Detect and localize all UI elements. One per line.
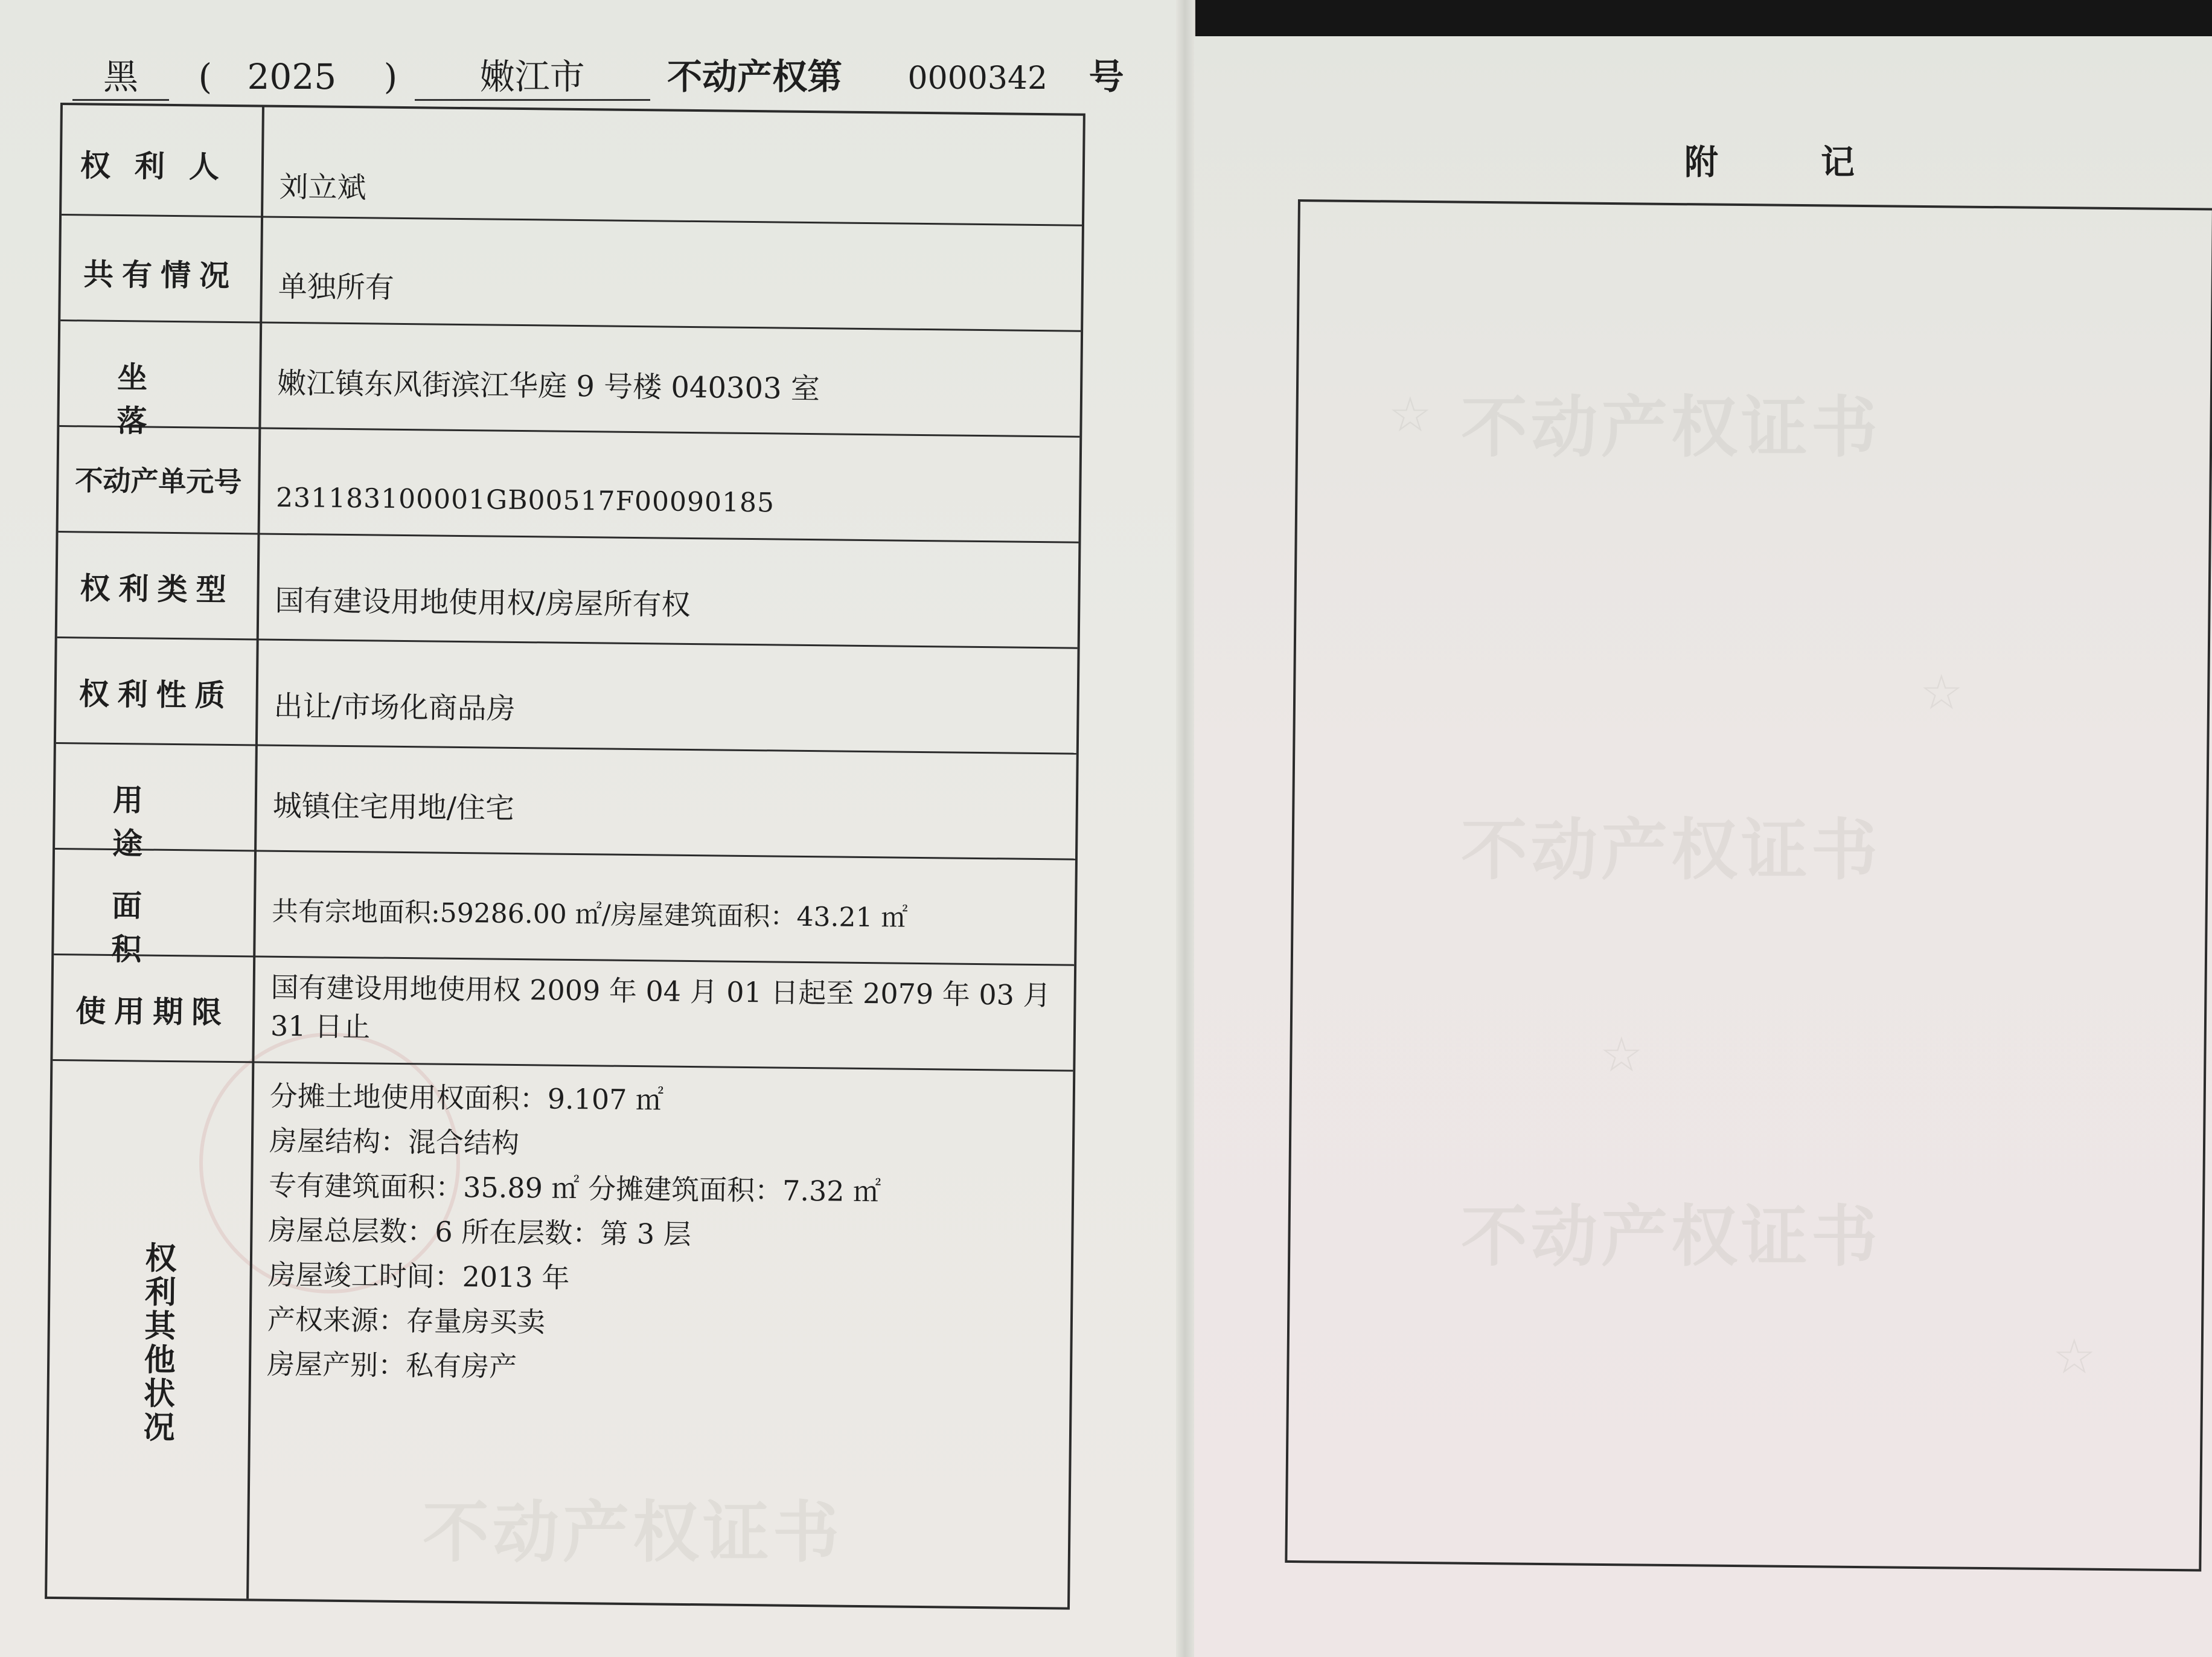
row-label: 共有情况	[83, 256, 238, 294]
row-value: 231183100001GB00517F00090185	[275, 482, 775, 519]
row-value: 嫩江镇东风街滨江华庭 9 号楼 040303 室	[276, 366, 820, 406]
table-row	[55, 742, 1076, 861]
table-row	[60, 214, 1082, 332]
table-row	[56, 636, 1078, 755]
dark-background	[1195, 0, 2212, 36]
star-icon: ☆	[1389, 386, 1432, 443]
other-line: 房屋结构：混合结构	[269, 1124, 520, 1160]
row-label: 权利类型	[80, 570, 235, 608]
row-label: 面积	[111, 887, 221, 968]
star-icon: ☆	[1600, 1027, 1643, 1083]
table-row	[59, 319, 1081, 438]
star-icon: ☆	[1920, 664, 1963, 720]
other-line: 房屋产别：私有房产	[266, 1347, 517, 1383]
table-row	[57, 531, 1079, 649]
cert-title: 不动产权第	[667, 56, 843, 97]
watermark: 不动产权证书	[1461, 389, 1881, 466]
province-abbr: 黑	[72, 48, 169, 101]
other-status-list	[267, 1074, 882, 1393]
header-line	[72, 48, 1124, 101]
paren-open: (	[198, 56, 213, 97]
annotation-title: 附记	[1684, 143, 1957, 182]
cert-number: 0000342	[907, 60, 1048, 97]
cert-year: 2025	[247, 56, 337, 97]
row-value: 国有建设用地使用权/房屋所有权	[275, 583, 691, 622]
other-status-label: 权利其他状况	[137, 1241, 177, 1445]
watermark: 不动产权证书	[1461, 1198, 1881, 1275]
paren-close: )	[383, 56, 398, 97]
row-label: 使用期限	[75, 993, 231, 1031]
row-label: 用途	[112, 781, 222, 862]
other-line: 房屋总层数：6 所在层数：第 3 层	[268, 1213, 692, 1251]
annotation-box	[1285, 199, 2212, 1571]
row-label: 权利人	[80, 147, 244, 185]
row-label: 坐落	[117, 359, 226, 440]
city-name: 嫩江市	[415, 48, 650, 101]
table-row	[54, 848, 1075, 966]
row-value: 出让/市场化商品房	[273, 689, 516, 726]
number-suffix: 号	[1088, 56, 1124, 97]
table-row	[53, 953, 1074, 1072]
row-label: 不动产单元号	[75, 464, 242, 499]
row-value: 共有宗地面积:59286.00 ㎡/房屋建筑面积：43.21 ㎡	[271, 896, 908, 934]
star-icon: ☆	[2053, 1328, 2096, 1385]
book-gutter	[1176, 0, 1194, 1657]
watermark: 不动产权证书	[1461, 812, 1881, 889]
other-line: 专有建筑面积：35.89 ㎡ 分摊建筑面积：7.32 ㎡	[268, 1168, 881, 1208]
table-row	[59, 425, 1080, 543]
other-line: 房屋竣工时间：2013 年	[267, 1258, 570, 1294]
other-line: 分摊土地使用权面积：9.107 ㎡	[269, 1079, 664, 1117]
watermark: 不动产权证书	[423, 1494, 843, 1571]
row-label: 权利性质	[78, 676, 234, 714]
row-value: 单独所有	[278, 269, 395, 305]
row-value: 刘立斌	[279, 170, 366, 205]
other-line: 产权来源：存量房买卖	[267, 1303, 546, 1339]
property-table	[45, 103, 1085, 1610]
table-row	[62, 105, 1083, 226]
row-value: 城镇住宅用地/住宅	[272, 789, 515, 825]
row-value: 国有建设用地使用权 2009 年 04 月 01 日起至 2079 年 03 月 31 日止	[270, 970, 1051, 1043]
